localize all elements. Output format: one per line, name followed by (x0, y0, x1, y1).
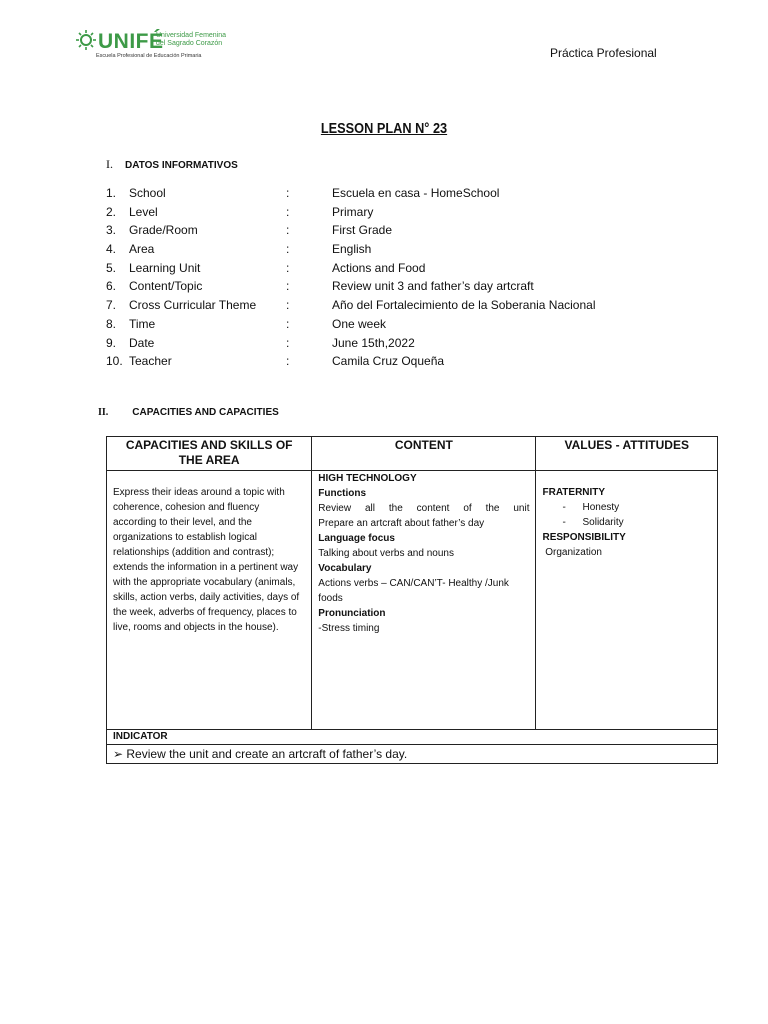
indicator-row (107, 745, 718, 764)
info-row: 1. School : Escuela en casa - HomeSchool (106, 186, 500, 200)
capacities-cell: Express their ideas around a topic with coherence, cohesion and fluency according to their level, and the organizations to establish logical relationships (addition and contrast); extends the information in a pertinent way with the appropriate vocabulary (animals, skills, action verbs, daily activities, days of the week, adverbs of frequency, places to live, rooms and objects in the house). (107, 471, 312, 730)
header-values: VALUES - ATTITUDES (536, 437, 718, 471)
info-row: 5. Learning Unit : Actions and Food (106, 260, 426, 275)
info-list (106, 186, 706, 373)
indicator-text: ➢ Review the unit and create an artcraft of father’s day. (107, 745, 718, 764)
value-responsibility: RESPONSIBILITY (542, 532, 626, 543)
indicator-header-row (107, 730, 718, 745)
functions-line: Review all the content of the unit (318, 503, 530, 514)
capacities-table (106, 436, 718, 764)
info-row: 6. Content/Topic : Review unit 3 and father’s day artcraft (106, 279, 534, 294)
value-item: - Solidarity (562, 517, 624, 528)
section-heading-2: II. CAPACITIES AND CAPACITIES (98, 407, 279, 418)
indicator-title: INDICATOR (107, 730, 718, 745)
sun-emblem-icon (76, 30, 96, 50)
table-row (107, 471, 718, 730)
header-content: CONTENT (312, 437, 536, 471)
info-row: 2. Level : Primary (106, 204, 374, 219)
pronunciation-text: -Stress timing (318, 623, 380, 634)
info-row: 9. Date : June 15th,2022 (106, 335, 415, 350)
pronunciation-title: Pronunciation (318, 608, 386, 619)
value-item: - Honesty (562, 502, 620, 513)
content-cell (312, 471, 536, 730)
functions-line: Prepare an artcraft about father’s day (318, 518, 485, 529)
language-title: Language focus (318, 533, 395, 544)
info-row: 8. Time : One week (106, 316, 387, 331)
info-row: 3. Grade/Room : First Grade (106, 223, 393, 238)
page-title: LESSON PLAN N° 23 (320, 120, 448, 137)
logo-wordmark: UNIFÉ (98, 30, 164, 53)
vocabulary-title: Vocabulary (318, 563, 372, 574)
vocabulary-text: Actions verbs – CAN/CAN’T- Healthy /Junk foods (318, 578, 509, 604)
school-name: Escuela Profesional de Educación Primaria (96, 53, 202, 59)
unife-logo (76, 30, 236, 62)
header-right-label: Práctica Profesional (550, 46, 657, 60)
value-fraternity: FRATERNITY (542, 487, 606, 498)
section-heading-1: I. DATOS INFORMATIVOS (106, 157, 238, 171)
table-header-row (107, 437, 718, 471)
value-organization: Organization (542, 547, 602, 558)
info-row: 7. Cross Curricular Theme : Año del Fortalecimiento de la Soberania Nacional (106, 298, 596, 313)
content-heading: HIGH TECHNOLOGY (318, 473, 417, 484)
info-row: 4. Area : English (106, 242, 372, 257)
university-name: Universidad Femenina del Sagrado Corazón (156, 32, 227, 47)
functions-title: Functions (318, 488, 367, 499)
info-row: 10. Teacher : Camila Cruz Oqueña (106, 354, 445, 369)
language-text: Talking about verbs and nouns (318, 548, 454, 559)
header-capacities: CAPACITIES AND SKILLS OF THE AREA (107, 437, 312, 471)
values-cell (536, 471, 718, 730)
